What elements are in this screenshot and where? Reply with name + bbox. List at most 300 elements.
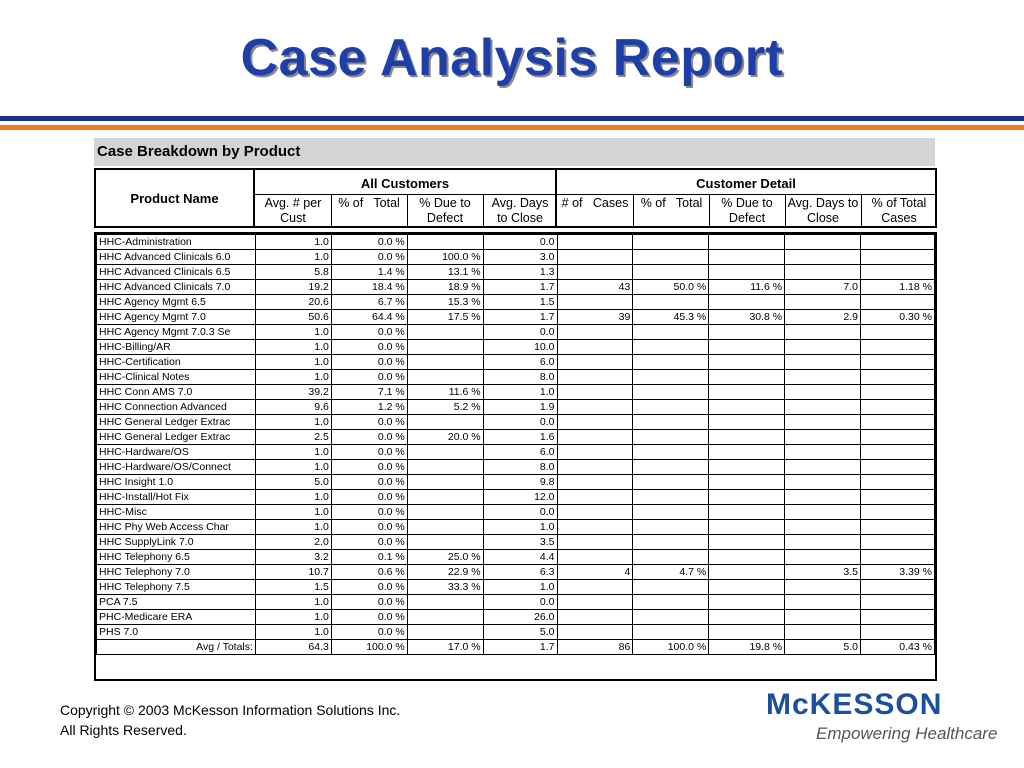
table-cell bbox=[709, 415, 785, 430]
table-cell: 0.0 bbox=[483, 595, 557, 610]
table-cell bbox=[785, 535, 861, 550]
table-cell: 1.18 % bbox=[861, 280, 935, 295]
header-divider bbox=[407, 194, 408, 226]
table-cell bbox=[861, 325, 935, 340]
table-cell bbox=[785, 235, 861, 250]
table-cell bbox=[861, 265, 935, 280]
table-cell bbox=[861, 595, 935, 610]
table-cell: 64.3 bbox=[255, 640, 331, 655]
table-cell bbox=[709, 295, 785, 310]
table-cell: 1.7 bbox=[483, 640, 557, 655]
col-header-avg-per-cust: Avg. # per Cust bbox=[264, 196, 322, 225]
table-cell: 0.30 % bbox=[861, 310, 935, 325]
table-cell bbox=[633, 580, 709, 595]
title-rule-blue bbox=[0, 116, 1024, 121]
table-cell: 5.0 bbox=[483, 625, 557, 640]
table-cell bbox=[861, 340, 935, 355]
table-cell bbox=[633, 430, 709, 445]
table-row bbox=[97, 490, 935, 505]
table-cell bbox=[557, 250, 633, 265]
table-cell bbox=[633, 355, 709, 370]
table-cell: 1.3 bbox=[483, 265, 557, 280]
table-cell: 18.9 % bbox=[407, 280, 483, 295]
table-cell bbox=[861, 295, 935, 310]
table-cell: 1.0 bbox=[483, 580, 557, 595]
table-cell: 1.2 % bbox=[331, 400, 407, 415]
table-cell bbox=[709, 610, 785, 625]
product-name-cell: HHC General Ledger Extrac bbox=[97, 430, 256, 445]
table-cell bbox=[407, 445, 483, 460]
table-cell: 8.0 bbox=[483, 370, 557, 385]
header-divider bbox=[785, 194, 786, 226]
table-cell bbox=[861, 505, 935, 520]
table-cell: 50.6 bbox=[255, 310, 331, 325]
table-cell bbox=[785, 415, 861, 430]
table-cell bbox=[633, 445, 709, 460]
table-cell bbox=[633, 295, 709, 310]
table-cell: 30.8 % bbox=[709, 310, 785, 325]
table-cell: 0.0 % bbox=[331, 250, 407, 265]
table-cell: 11.6 % bbox=[407, 385, 483, 400]
product-name-cell: HHC Agency Mgmt 6.5 bbox=[97, 295, 256, 310]
table-cell bbox=[407, 475, 483, 490]
col-header-pct-total: % of Total bbox=[338, 196, 400, 210]
table-row bbox=[97, 550, 935, 565]
product-name-cell: HHC General Ledger Extrac bbox=[97, 415, 256, 430]
table-cell bbox=[633, 370, 709, 385]
table-cell bbox=[557, 475, 633, 490]
product-name-cell: HHC SupplyLink 7.0 bbox=[97, 535, 256, 550]
table-row bbox=[97, 595, 935, 610]
table-row bbox=[97, 505, 935, 520]
table-cell bbox=[709, 475, 785, 490]
table-cell bbox=[861, 460, 935, 475]
product-name-cell: HHC Insight 1.0 bbox=[97, 475, 256, 490]
table-cell bbox=[709, 250, 785, 265]
table-row bbox=[97, 235, 935, 250]
copyright-line-1: Copyright © 2003 McKesson Information Solutions Inc. bbox=[60, 702, 401, 718]
table-cell bbox=[557, 385, 633, 400]
table-cell: 1.0 bbox=[255, 340, 331, 355]
table-cell: 1.0 bbox=[255, 520, 331, 535]
table-cell bbox=[709, 325, 785, 340]
table-cell: 1.0 bbox=[255, 505, 331, 520]
table-cell bbox=[633, 325, 709, 340]
table-cell: 1.0 bbox=[255, 445, 331, 460]
table-cell bbox=[861, 625, 935, 640]
table-cell: 0.0 bbox=[483, 505, 557, 520]
col-header-num-cases: # of Cases bbox=[561, 196, 629, 210]
table-cell bbox=[557, 490, 633, 505]
table-cell: 0.0 % bbox=[331, 535, 407, 550]
table-cell: 2.0 bbox=[255, 535, 331, 550]
table-cell bbox=[861, 235, 935, 250]
table-cell: 4 bbox=[557, 565, 633, 580]
table-cell bbox=[407, 625, 483, 640]
table-cell: 0.0 % bbox=[331, 325, 407, 340]
table-cell bbox=[785, 580, 861, 595]
table-cell bbox=[633, 550, 709, 565]
table-cell: 1.6 bbox=[483, 430, 557, 445]
table-cell bbox=[785, 475, 861, 490]
table-cell: 39 bbox=[557, 310, 633, 325]
table-cell: 0.0 % bbox=[331, 430, 407, 445]
table-cell bbox=[633, 595, 709, 610]
table-cell bbox=[861, 400, 935, 415]
table-cell bbox=[633, 265, 709, 280]
table-cell: 5.2 % bbox=[407, 400, 483, 415]
table-cell: 6.3 bbox=[483, 565, 557, 580]
table-cell bbox=[633, 415, 709, 430]
table-cell: 0.0 % bbox=[331, 595, 407, 610]
table-cell bbox=[709, 355, 785, 370]
table-cell bbox=[861, 610, 935, 625]
table-row bbox=[97, 355, 935, 370]
table-cell bbox=[633, 625, 709, 640]
col-header-pct-defect: % Due to Defect bbox=[419, 196, 471, 225]
customer-detail-header bbox=[555, 168, 937, 228]
table-cell bbox=[633, 490, 709, 505]
table-cell bbox=[861, 370, 935, 385]
table-cell: 0.0 % bbox=[331, 625, 407, 640]
table-cell: 1.7 bbox=[483, 310, 557, 325]
table-cell: 6.7 % bbox=[331, 295, 407, 310]
product-name-cell: HHC-Certification bbox=[97, 355, 256, 370]
table-cell bbox=[557, 325, 633, 340]
table-cell bbox=[709, 490, 785, 505]
table-cell bbox=[785, 385, 861, 400]
product-name-cell: HHC-Misc bbox=[97, 505, 256, 520]
table-cell: 25.0 % bbox=[407, 550, 483, 565]
table-cell bbox=[557, 460, 633, 475]
table-cell: 2.5 bbox=[255, 430, 331, 445]
table-cell: 17.0 % bbox=[407, 640, 483, 655]
table-cell bbox=[557, 370, 633, 385]
header-divider bbox=[331, 194, 332, 226]
table-row bbox=[97, 325, 935, 340]
table-cell: 20.0 % bbox=[407, 430, 483, 445]
table-cell: 18.4 % bbox=[331, 280, 407, 295]
table-cell: 1.0 bbox=[255, 235, 331, 250]
table-cell: 2.9 bbox=[785, 310, 861, 325]
table-cell bbox=[709, 565, 785, 580]
table-row bbox=[97, 280, 935, 295]
table-row bbox=[97, 370, 935, 385]
table-cell: 11.6 % bbox=[709, 280, 785, 295]
totals-label: Avg / Totals: bbox=[97, 640, 256, 655]
table-cell: 8.0 bbox=[483, 460, 557, 475]
col-header-cd-pct-total: % of Total bbox=[640, 196, 703, 210]
product-name-cell: HHC-Hardware/OS bbox=[97, 445, 256, 460]
table-cell: 86 bbox=[557, 640, 633, 655]
table-cell bbox=[861, 580, 935, 595]
table-cell bbox=[557, 445, 633, 460]
table-cell: 0.0 % bbox=[331, 340, 407, 355]
table-cell: 0.1 % bbox=[331, 550, 407, 565]
logo-tagline: Empowering Healthcare bbox=[816, 724, 998, 743]
table-row bbox=[97, 430, 935, 445]
table-cell: 7.1 % bbox=[331, 385, 407, 400]
header-divider bbox=[483, 194, 484, 226]
table-cell bbox=[785, 610, 861, 625]
product-name-cell: HHC-Clinical Notes bbox=[97, 370, 256, 385]
table-cell: 3.0 bbox=[483, 250, 557, 265]
table-cell bbox=[709, 340, 785, 355]
table-cell bbox=[557, 355, 633, 370]
table-cell: 0.0 % bbox=[331, 355, 407, 370]
all-customers-label: All Customers bbox=[360, 176, 450, 191]
table-cell bbox=[861, 550, 935, 565]
product-name-cell: HHC-Administration bbox=[97, 235, 256, 250]
table-cell: 1.0 bbox=[255, 415, 331, 430]
table-cell bbox=[785, 370, 861, 385]
customer-detail-label: Customer Detail bbox=[696, 176, 796, 191]
table-cell bbox=[709, 550, 785, 565]
table-cell: 6.0 bbox=[483, 445, 557, 460]
table-cell bbox=[709, 595, 785, 610]
table-cell bbox=[633, 250, 709, 265]
table-cell bbox=[861, 415, 935, 430]
table-cell: 100.0 % bbox=[331, 640, 407, 655]
table-cell: 3.39 % bbox=[861, 565, 935, 580]
table-cell: 12.0 bbox=[483, 490, 557, 505]
table-cell: 1.0 bbox=[255, 595, 331, 610]
table-cell bbox=[785, 340, 861, 355]
table-cell bbox=[407, 610, 483, 625]
table-cell: 1.0 bbox=[483, 520, 557, 535]
table-cell: 0.0 % bbox=[331, 460, 407, 475]
table-cell bbox=[557, 400, 633, 415]
header-divider bbox=[861, 194, 862, 226]
table-cell: 10.0 bbox=[483, 340, 557, 355]
table-cell bbox=[407, 595, 483, 610]
case-breakdown-table bbox=[94, 232, 937, 681]
data-table bbox=[96, 234, 935, 655]
product-name-cell: PHS 7.0 bbox=[97, 625, 256, 640]
table-row bbox=[97, 310, 935, 325]
table-cell bbox=[407, 325, 483, 340]
product-name-cell: HHC Agency Mgmt 7.0 bbox=[97, 310, 256, 325]
table-cell bbox=[785, 430, 861, 445]
header-divider bbox=[255, 194, 555, 195]
table-row bbox=[97, 460, 935, 475]
table-cell: 15.3 % bbox=[407, 295, 483, 310]
table-cell: 0.0 % bbox=[331, 235, 407, 250]
page-title: Case Analysis Report bbox=[240, 29, 784, 87]
table-cell: 1.9 bbox=[483, 400, 557, 415]
table-cell bbox=[785, 595, 861, 610]
col-header-cd-avg-days: Avg. Days to Close bbox=[787, 196, 859, 225]
table-cell bbox=[861, 445, 935, 460]
table-cell bbox=[407, 415, 483, 430]
table-cell bbox=[557, 520, 633, 535]
table-row bbox=[97, 610, 935, 625]
table-cell: 7.0 bbox=[785, 280, 861, 295]
table-cell bbox=[557, 415, 633, 430]
copyright-notice bbox=[60, 700, 400, 740]
table-cell bbox=[709, 370, 785, 385]
table-cell bbox=[785, 295, 861, 310]
table-row bbox=[97, 445, 935, 460]
table-cell bbox=[633, 610, 709, 625]
table-cell bbox=[709, 400, 785, 415]
table-cell bbox=[785, 520, 861, 535]
table-cell: 19.8 % bbox=[709, 640, 785, 655]
table-cell bbox=[785, 550, 861, 565]
table-cell bbox=[861, 355, 935, 370]
table-cell bbox=[557, 610, 633, 625]
table-cell bbox=[861, 490, 935, 505]
table-cell: 3.2 bbox=[255, 550, 331, 565]
table-cell: 0.0 % bbox=[331, 370, 407, 385]
table-cell bbox=[785, 460, 861, 475]
table-cell: 0.0 bbox=[483, 325, 557, 340]
table-cell bbox=[407, 460, 483, 475]
table-cell bbox=[557, 340, 633, 355]
product-name-cell: HHC Advanced Clinicals 7.0 bbox=[97, 280, 256, 295]
table-cell bbox=[709, 265, 785, 280]
table-cell: 9.6 bbox=[255, 400, 331, 415]
table-banner: Case Breakdown by Product bbox=[94, 138, 935, 166]
table-cell bbox=[785, 250, 861, 265]
table-cell bbox=[709, 430, 785, 445]
table-cell: 26.0 bbox=[483, 610, 557, 625]
table-cell: 19.2 bbox=[255, 280, 331, 295]
table-cell bbox=[709, 460, 785, 475]
table-cell bbox=[861, 475, 935, 490]
table-cell: 1.0 bbox=[483, 385, 557, 400]
table-cell: 0.0 % bbox=[331, 415, 407, 430]
table-cell bbox=[709, 520, 785, 535]
table-cell bbox=[557, 595, 633, 610]
table-cell bbox=[785, 400, 861, 415]
product-name-cell: HHC-Billing/AR bbox=[97, 340, 256, 355]
table-row bbox=[97, 415, 935, 430]
table-cell bbox=[861, 520, 935, 535]
table-cell bbox=[633, 535, 709, 550]
product-name-cell: HHC-Install/Hot Fix bbox=[97, 490, 256, 505]
table-cell bbox=[407, 370, 483, 385]
table-cell bbox=[633, 235, 709, 250]
table-cell: 1.7 bbox=[483, 280, 557, 295]
table-cell: 33.3 % bbox=[407, 580, 483, 595]
table-row bbox=[97, 520, 935, 535]
product-name-cell: HHC Agency Mgmt 7.0.3 Se bbox=[97, 325, 256, 340]
table-cell bbox=[557, 235, 633, 250]
table-cell: 4.4 bbox=[483, 550, 557, 565]
table-cell bbox=[785, 490, 861, 505]
table-cell bbox=[785, 355, 861, 370]
table-cell: 39.2 bbox=[255, 385, 331, 400]
table-cell bbox=[557, 430, 633, 445]
totals-row bbox=[97, 640, 935, 655]
table-cell: 5.0 bbox=[255, 475, 331, 490]
table-cell bbox=[557, 295, 633, 310]
product-name-cell: PCA 7.5 bbox=[97, 595, 256, 610]
table-cell bbox=[633, 505, 709, 520]
table-row bbox=[97, 535, 935, 550]
table-cell bbox=[709, 535, 785, 550]
table-cell: 0.0 % bbox=[331, 475, 407, 490]
product-name-header bbox=[94, 168, 255, 228]
table-cell: 1.0 bbox=[255, 610, 331, 625]
table-cell bbox=[785, 505, 861, 520]
header-divider bbox=[557, 194, 935, 195]
table-cell bbox=[633, 340, 709, 355]
table-cell: 1.0 bbox=[255, 370, 331, 385]
table-cell: 3.5 bbox=[483, 535, 557, 550]
table-row bbox=[97, 565, 935, 580]
table-cell: 43 bbox=[557, 280, 633, 295]
table-cell bbox=[557, 265, 633, 280]
table-cell bbox=[785, 625, 861, 640]
table-cell bbox=[633, 385, 709, 400]
mckesson-logo bbox=[766, 688, 1006, 748]
table-cell: 9.8 bbox=[483, 475, 557, 490]
col-header-avg-days: Avg. Days to Close bbox=[491, 196, 549, 225]
table-cell: 100.0 % bbox=[407, 250, 483, 265]
table-cell bbox=[633, 400, 709, 415]
table-cell bbox=[557, 580, 633, 595]
table-row bbox=[97, 295, 935, 310]
table-cell bbox=[709, 505, 785, 520]
table-cell bbox=[633, 520, 709, 535]
product-name-cell: HHC Advanced Clinicals 6.5 bbox=[97, 265, 256, 280]
table-cell: 5.0 bbox=[785, 640, 861, 655]
table-cell: 0.6 % bbox=[331, 565, 407, 580]
table-cell: 17.5 % bbox=[407, 310, 483, 325]
product-name-cell: HHC Connection Advanced bbox=[97, 400, 256, 415]
table-cell: 0.0 bbox=[483, 415, 557, 430]
table-cell bbox=[557, 550, 633, 565]
table-cell bbox=[407, 355, 483, 370]
product-name-cell: HHC Conn AMS 7.0 bbox=[97, 385, 256, 400]
table-cell: 13.1 % bbox=[407, 265, 483, 280]
table-row bbox=[97, 580, 935, 595]
title-rule-orange bbox=[0, 125, 1024, 130]
table-cell: 1.0 bbox=[255, 625, 331, 640]
table-cell bbox=[709, 580, 785, 595]
col-header-cd-pct-defect: % Due to Defect bbox=[721, 196, 773, 225]
table-cell bbox=[709, 385, 785, 400]
product-name-cell: HHC Advanced Clinicals 6.0 bbox=[97, 250, 256, 265]
table-cell bbox=[785, 325, 861, 340]
table-cell bbox=[407, 535, 483, 550]
table-cell bbox=[407, 505, 483, 520]
table-cell bbox=[407, 490, 483, 505]
table-cell: 1.4 % bbox=[331, 265, 407, 280]
table-row bbox=[97, 250, 935, 265]
table-row bbox=[97, 625, 935, 640]
table-cell bbox=[709, 445, 785, 460]
table-cell bbox=[861, 430, 935, 445]
table-cell bbox=[709, 625, 785, 640]
product-name-cell: PHC-Medicare ERA bbox=[97, 610, 256, 625]
table-cell: 1.0 bbox=[255, 490, 331, 505]
table-cell bbox=[633, 475, 709, 490]
table-cell: 3.5 bbox=[785, 565, 861, 580]
copyright-line-2: All Rights Reserved. bbox=[60, 722, 187, 738]
table-row bbox=[97, 400, 935, 415]
col-header-pct-total-cases: % of Total Cases bbox=[871, 196, 927, 225]
table-cell: 10.7 bbox=[255, 565, 331, 580]
table-cell bbox=[785, 265, 861, 280]
table-cell: 1.0 bbox=[255, 325, 331, 340]
table-cell bbox=[557, 505, 633, 520]
table-cell: 1.5 bbox=[483, 295, 557, 310]
table-cell bbox=[861, 535, 935, 550]
table-cell: 6.0 bbox=[483, 355, 557, 370]
